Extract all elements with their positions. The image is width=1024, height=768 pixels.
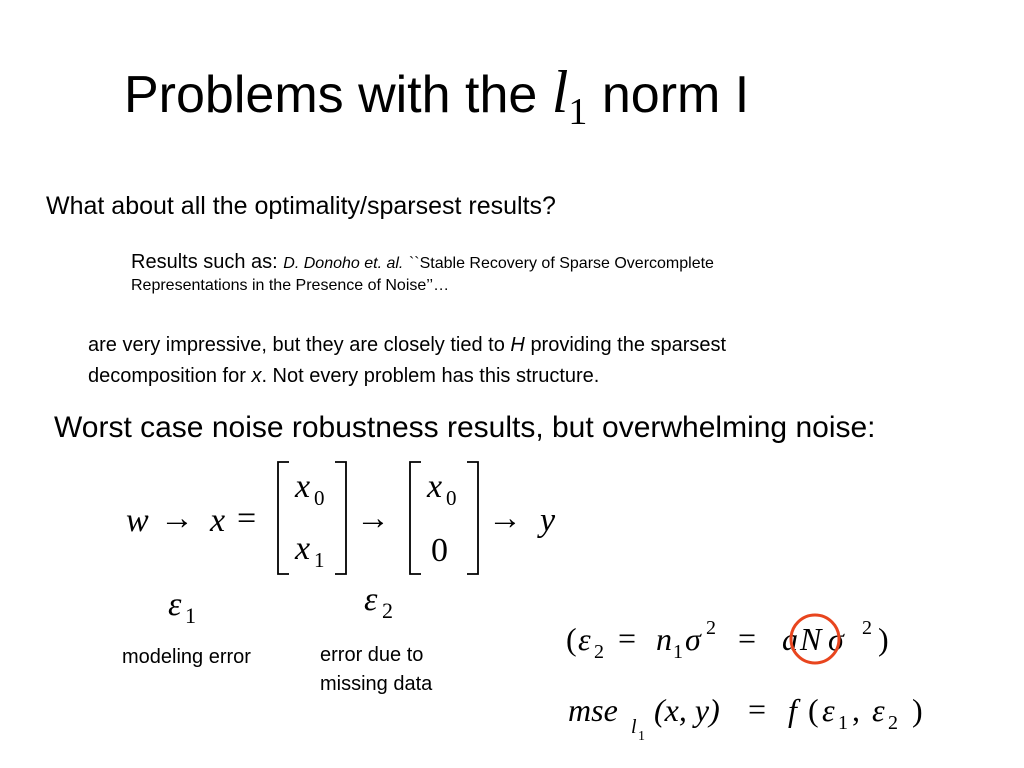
epsilon-labels — [168, 581, 393, 628]
impressive-text-2a: decomposition for — [88, 365, 246, 387]
worst-case-text: Worst case noise robustness results, but overwhelming noise: — [54, 411, 876, 444]
eq2-epsilon-1: ε — [822, 692, 835, 728]
title-prefix: Problems with the — [124, 66, 538, 124]
eq1-a: a — [782, 621, 798, 657]
question-text: What about all the optimality/sparsest results? — [46, 192, 556, 220]
eq1-equals-1: = — [618, 620, 637, 656]
math-x0-1-sub: 0 — [314, 486, 325, 510]
eq2-epsilon-2: ε — [872, 692, 885, 728]
epsilon-1: ε — [168, 586, 182, 623]
math-w: w — [126, 502, 149, 539]
eq1-epsilon-sub: 2 — [594, 641, 604, 663]
eq1-close-paren: ) — [878, 621, 889, 657]
eq1-sq-1: 2 — [706, 617, 716, 639]
eq2-mse: mse — [568, 692, 618, 728]
eq1-sq-2: 2 — [862, 617, 872, 639]
math-arrow-2: → — [356, 500, 390, 537]
math-arrow-3: → — [488, 500, 522, 537]
impressive-H: H — [510, 334, 525, 356]
eq2-mse-sub-l: l — [631, 716, 637, 738]
eq2-epsilon-2-sub: 2 — [888, 712, 898, 734]
math-x0-2: x — [427, 468, 443, 505]
math-zero: 0 — [431, 532, 448, 569]
eq1-epsilon: ε — [578, 621, 591, 657]
modeling-error-label: modeling error — [122, 646, 251, 668]
eq2-equals: = — [748, 691, 767, 727]
chain-equation — [126, 462, 556, 574]
eq1-open-paren: ( — [566, 621, 577, 657]
eq1-sigma-2: σ — [828, 621, 844, 657]
eq2-close-paren: ) — [912, 692, 923, 728]
epsilon-1-sub: 1 — [185, 603, 196, 628]
title-suffix: norm I — [601, 66, 750, 124]
bracket-left-1 — [278, 462, 289, 574]
epsilon-2-sub: 2 — [382, 598, 393, 623]
math-x: x — [210, 502, 226, 539]
eq2-mse-sub-1: 1 — [638, 729, 645, 744]
bracket-left-2 — [410, 462, 421, 574]
math-y: y — [540, 502, 556, 539]
results-title-line2: Representations in the Presence of Noise’’… — [131, 277, 450, 294]
math-x1-sub: 1 — [314, 548, 325, 572]
eq2-f: f — [788, 692, 797, 728]
eq2-args: (x, y) — [654, 692, 720, 728]
impressive-x: x — [251, 365, 262, 387]
results-title-line1: ``Stable Recovery of Sparse Overcomplete — [408, 255, 714, 272]
missing-data-label-line2: missing data — [320, 673, 433, 695]
eq2-open-paren: ( — [808, 692, 819, 728]
math-x1: x — [295, 530, 311, 567]
bracket-right-1 — [335, 462, 346, 574]
mse-equation — [568, 691, 923, 744]
math-x0-2-sub: 0 — [446, 486, 457, 510]
missing-data-label-line1: error due to — [320, 644, 424, 666]
title-l-subscript: 1 — [568, 91, 588, 133]
math-x0-1: x — [295, 468, 311, 505]
eq1-N: N — [800, 621, 822, 657]
eq1-n: n — [656, 621, 672, 657]
math-equals: = — [237, 500, 257, 537]
eq1-n-sub: 1 — [673, 641, 683, 663]
eq2-epsilon-1-sub: 1 — [838, 712, 848, 734]
impressive-text-1a: are very impressive, but they are closely tied to — [88, 334, 505, 356]
impressive-text-2b: . Not every problem has this structure. — [261, 365, 600, 387]
title-l-symbol: l — [551, 59, 569, 125]
math-arrow-1: → — [160, 500, 194, 537]
epsilon-2: ε — [364, 581, 378, 618]
results-label: Results such as: — [131, 251, 278, 273]
eq2-comma: , — [852, 692, 860, 728]
results-author: D. Donoho et. al. — [283, 255, 404, 272]
impressive-text-1b: providing the sparsest — [530, 334, 727, 356]
eq1-equals-2: = — [738, 620, 757, 656]
eq1-sigma-1: σ — [685, 621, 701, 657]
bracket-right-2 — [467, 462, 478, 574]
